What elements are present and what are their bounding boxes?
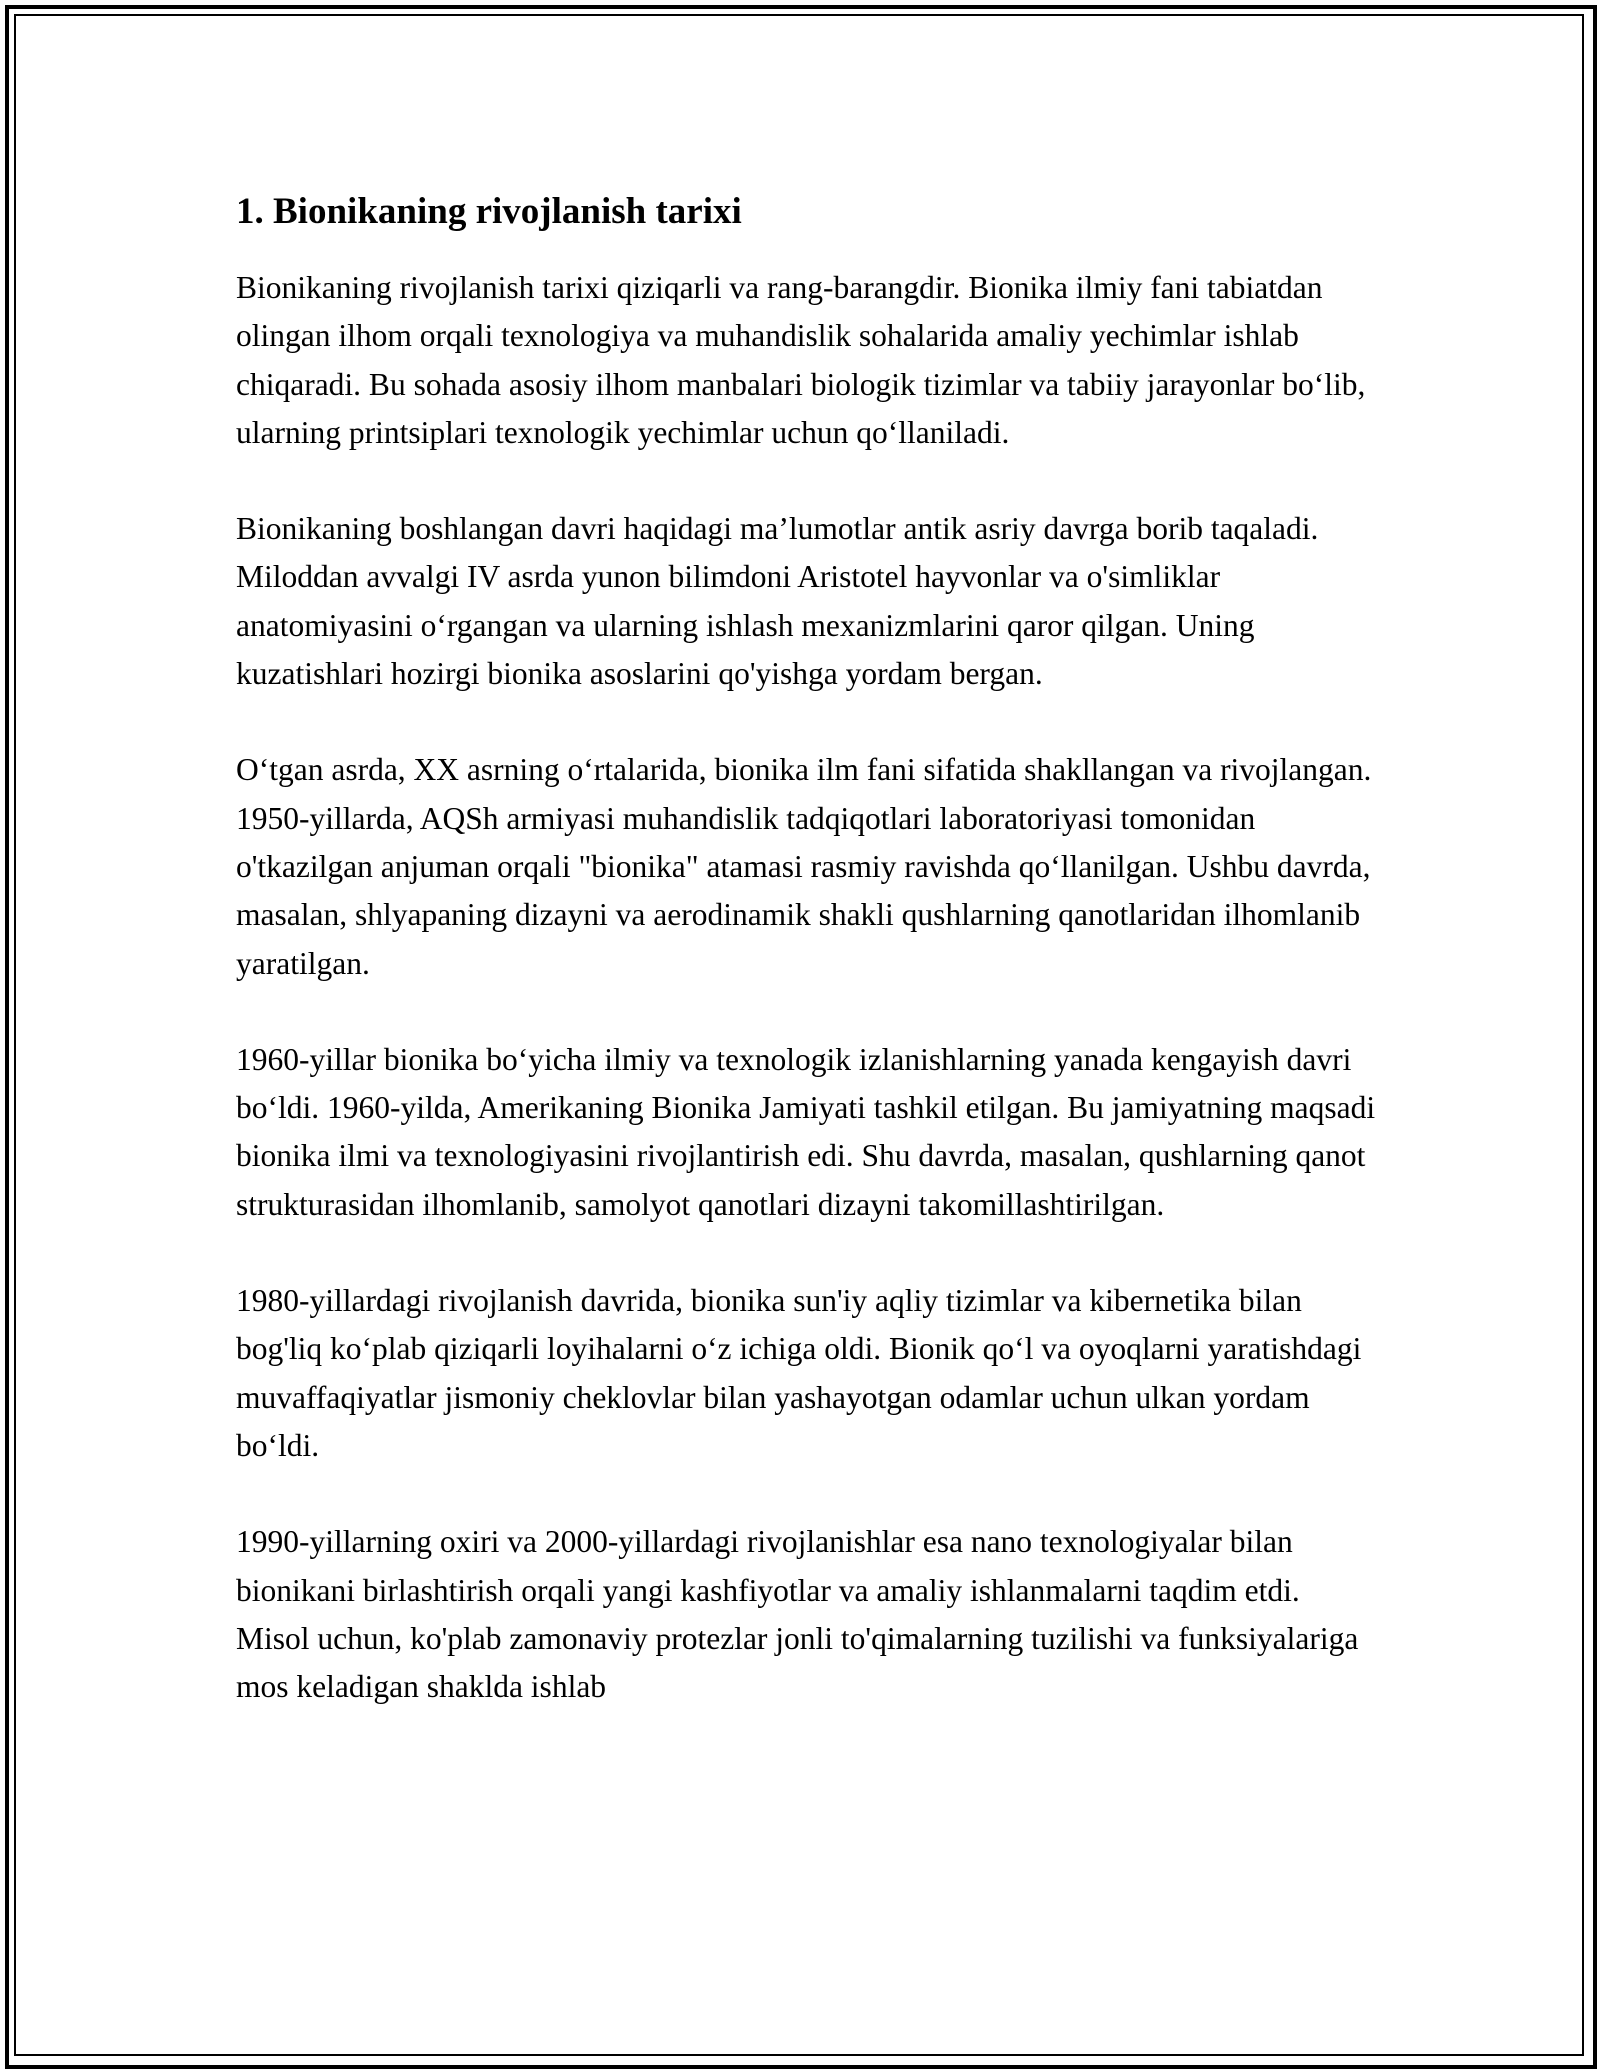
paragraph-4: 1960-yillar bionika bo‘yicha ilmiy va texnologik izlanishlarning yanada kengayish davri bo‘ldi. 1960-yilda, Amerikaning Bionika Jamiyati tashkil etilgan. Bu jamiyatning maqsadi bionika ilmi va texnologiyasini rivojlantirish edi. Shu davrda, masalan, qushlarning qanot strukturasidan ilhomlanib, samolyot qanotlari dizayni takomillashtirilgan. <box>236 1041 1376 1222</box>
document-body <box>236 186 1376 1759</box>
paragraph-1: Bionikaning rivojlanish tarixi qiziqarli va rang-barangdir. Bionika ilmiy fani tabiatdan olingan ilhom orqali texnologiya va muhandislik sohalarida amaliy yechimlar ishlab chiqaradi. Bu sohada asosiy ilhom manbalari biologik tizimlar va tabiiy jarayonlar bo‘lib, ularning printsiplari texnologik yechimlar uchun qo‘llaniladi. <box>236 270 1366 450</box>
paragraph-6: 1990-yillarning oxiri va 2000-yillardagi rivojlanishlar esa nano texnologiyalar bilan bionikani birlashtirish orqali yangi kashfiyotlar va amaliy ishlanmalarni taqdim etdi. Misol uchun, ko'plab zamonaviy protezlar jonli to'qimalarning tuzilishi va funksiyalariga mos keladigan shaklda ishlab <box>236 1524 1359 1705</box>
section-heading: 1. Bionikaning rivojlanish tarixi <box>236 191 742 232</box>
paragraph-3: O‘tgan asrda, XX asrning o‘rtalarida, bionika ilm fani sifatida shakllangan va rivojlangan. 1950-yillarda, AQSh armiyasi muhandislik tadqiqotlari laboratoriyasi tomonidan o'tkazilgan anjuman orqali "bionika" atamasi rasmiy ravishda qo‘llanilgan. Ushbu davrda, masalan, shlyapaning dizayni va aerodinamik shakli qushlarning qanotlaridan ilhomlanib yaratilgan. <box>236 752 1372 981</box>
paragraph-2: Bionikaning boshlangan davri haqidagi ma’lumotlar antik asriy davrga borib taqaladi. Miloddan avvalgi IV asrda yunon bilimdoni Aristotel hayvonlar va o'simliklar anatomiyasini o‘rgangan va ularning ishlash mexanizmlarini qaror qilgan. Uning kuzatishlari hozirgi bionika asoslarini qo'yishga yordam bergan. <box>236 511 1319 692</box>
paragraph-5: 1980-yillardagi rivojlanish davrida, bionika sun'iy aqliy tizimlar va kibernetika bilan bog'liq ko‘plab qiziqarli loyihalarni o‘z ichiga oldi. Bionik qo‘l va oyoqlarni yaratishdagi muvaffaqiyatlar jismoniy cheklovlar bilan yashayotgan odamlar uchun ulkan yordam bo‘ldi. <box>236 1283 1362 1463</box>
